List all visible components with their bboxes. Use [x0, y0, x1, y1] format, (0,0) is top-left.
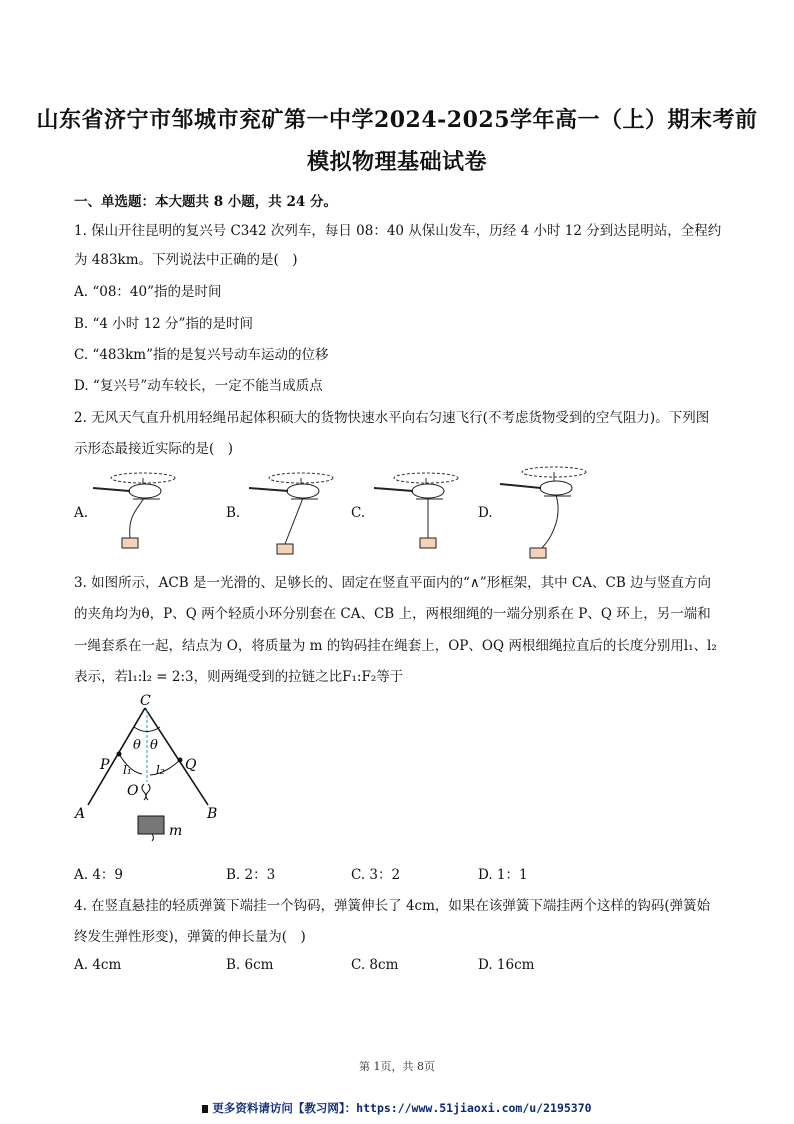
q3-option-d: D. 1：1: [478, 867, 528, 883]
label-q: Q: [185, 757, 197, 773]
q4-option-c: C. 8cm: [351, 957, 399, 973]
q4-stem-line1: 4. 在竖直悬挂的轻质弹簧下端挂一个钩码，弹簧伸长了 4cm，如果在该弹簧下端挂两个这样的钩码(弹簧始: [74, 898, 711, 914]
q2-option-c-label: C.: [351, 505, 366, 521]
q1-option-d: D. “复兴号”动车较长，一定不能当成质点: [74, 378, 323, 394]
q4-stem-line2: 终发生弹性形变)，弹簧的伸长量为( ): [74, 929, 306, 945]
helicopter-figure-a: [88, 466, 188, 556]
label-p: P: [100, 757, 110, 773]
q2-stem-line1: 2. 无风天气直升机用轻绳吊起体积硕大的货物快速水平向右匀速飞行(不考虑货物受到的空气阻力)。下列图: [74, 410, 710, 426]
resource-link-text[interactable]: 更多资料请访问【教习网】：https://www.51jiaoxi.com/u/2195370: [212, 1101, 592, 1115]
q4-option-a: A. 4cm: [74, 957, 122, 973]
page-title-line2: 模拟物理基础试卷: [306, 149, 487, 175]
page-title-line1: 山东省济宁市邹城市兖矿第一中学2024-2025学年高一（上）期末考前: [36, 107, 758, 133]
q3-option-c: C. 3：2: [351, 867, 401, 883]
label-l2: l₂: [156, 763, 165, 777]
label-theta-left: θ: [133, 738, 141, 753]
q1-stem-line2: 为 483km。下列说法中正确的是( ): [74, 252, 298, 268]
q3-stem-line1: 3. 如图所示，ACB 是一光滑的、足够长的、固定在竖直平面内的“∧”形框架，其中 CA、CB 边与竖直方向: [74, 575, 712, 591]
q2-option-d-label: D.: [478, 505, 493, 521]
q3-stem-line2: 的夹角均为θ，P、Q 两个轻质小环分别套在 CA、CB 上，两根细绳的一端分别系在 P、Q 环上，另一端和: [74, 606, 711, 622]
section-heading: 一、单选题：本大题共 8 小题，共 24 分。: [74, 194, 337, 210]
q1-option-a: A. “08：40”指的是时间: [74, 284, 222, 300]
q2-option-a-label: A.: [74, 505, 89, 521]
helicopter-figure-d: [494, 460, 594, 560]
q2-option-b-label: B.: [226, 505, 241, 521]
q3-stem-line3: 一绳套系在一起，结点为 O，将质量为 m 的钩码挂在绳套上，OP、OQ 两根细绳拉直后的长度分别用l₁、l₂: [74, 638, 717, 654]
q1-option-b: B. “4 小时 12 分”指的是时间: [74, 316, 253, 332]
q3-option-b: B. 2：3: [226, 867, 276, 883]
frame-diagram: [70, 692, 230, 852]
label-m: m: [169, 823, 183, 839]
helicopter-figure-c: [368, 466, 468, 556]
label-a: A: [75, 806, 86, 822]
label-o: O: [127, 783, 139, 799]
label-l1: l₁: [123, 763, 132, 777]
label-b: B: [207, 806, 218, 822]
q2-stem-line2: 示形态最接近实际的是( ): [74, 441, 234, 457]
q1-option-c: C. “483km”指的是复兴号动车运动的位移: [74, 347, 329, 363]
q4-option-b: B. 6cm: [226, 957, 274, 973]
helicopter-figure-b: [241, 466, 341, 561]
q4-option-d: D. 16cm: [478, 957, 535, 973]
resource-link-bar[interactable]: [0, 1100, 794, 1116]
flag-icon: [202, 1105, 208, 1113]
label-theta-right: θ: [150, 738, 158, 753]
q1-stem-line1: 1. 保山开往昆明的复兴号 C342 次列车，每日 08：40 从保山发车，历经 4 小时 12 分到达昆明站，全程约: [74, 223, 722, 239]
q3-option-a: A. 4：9: [74, 867, 124, 883]
q3-stem-line4: 表示，若l₁:l₂ = 2:3，则两绳受到的拉链之比F₁:F₂等于: [74, 669, 404, 685]
label-c: C: [140, 693, 151, 709]
page-footer: 第 1页，共 8页: [359, 1060, 435, 1073]
